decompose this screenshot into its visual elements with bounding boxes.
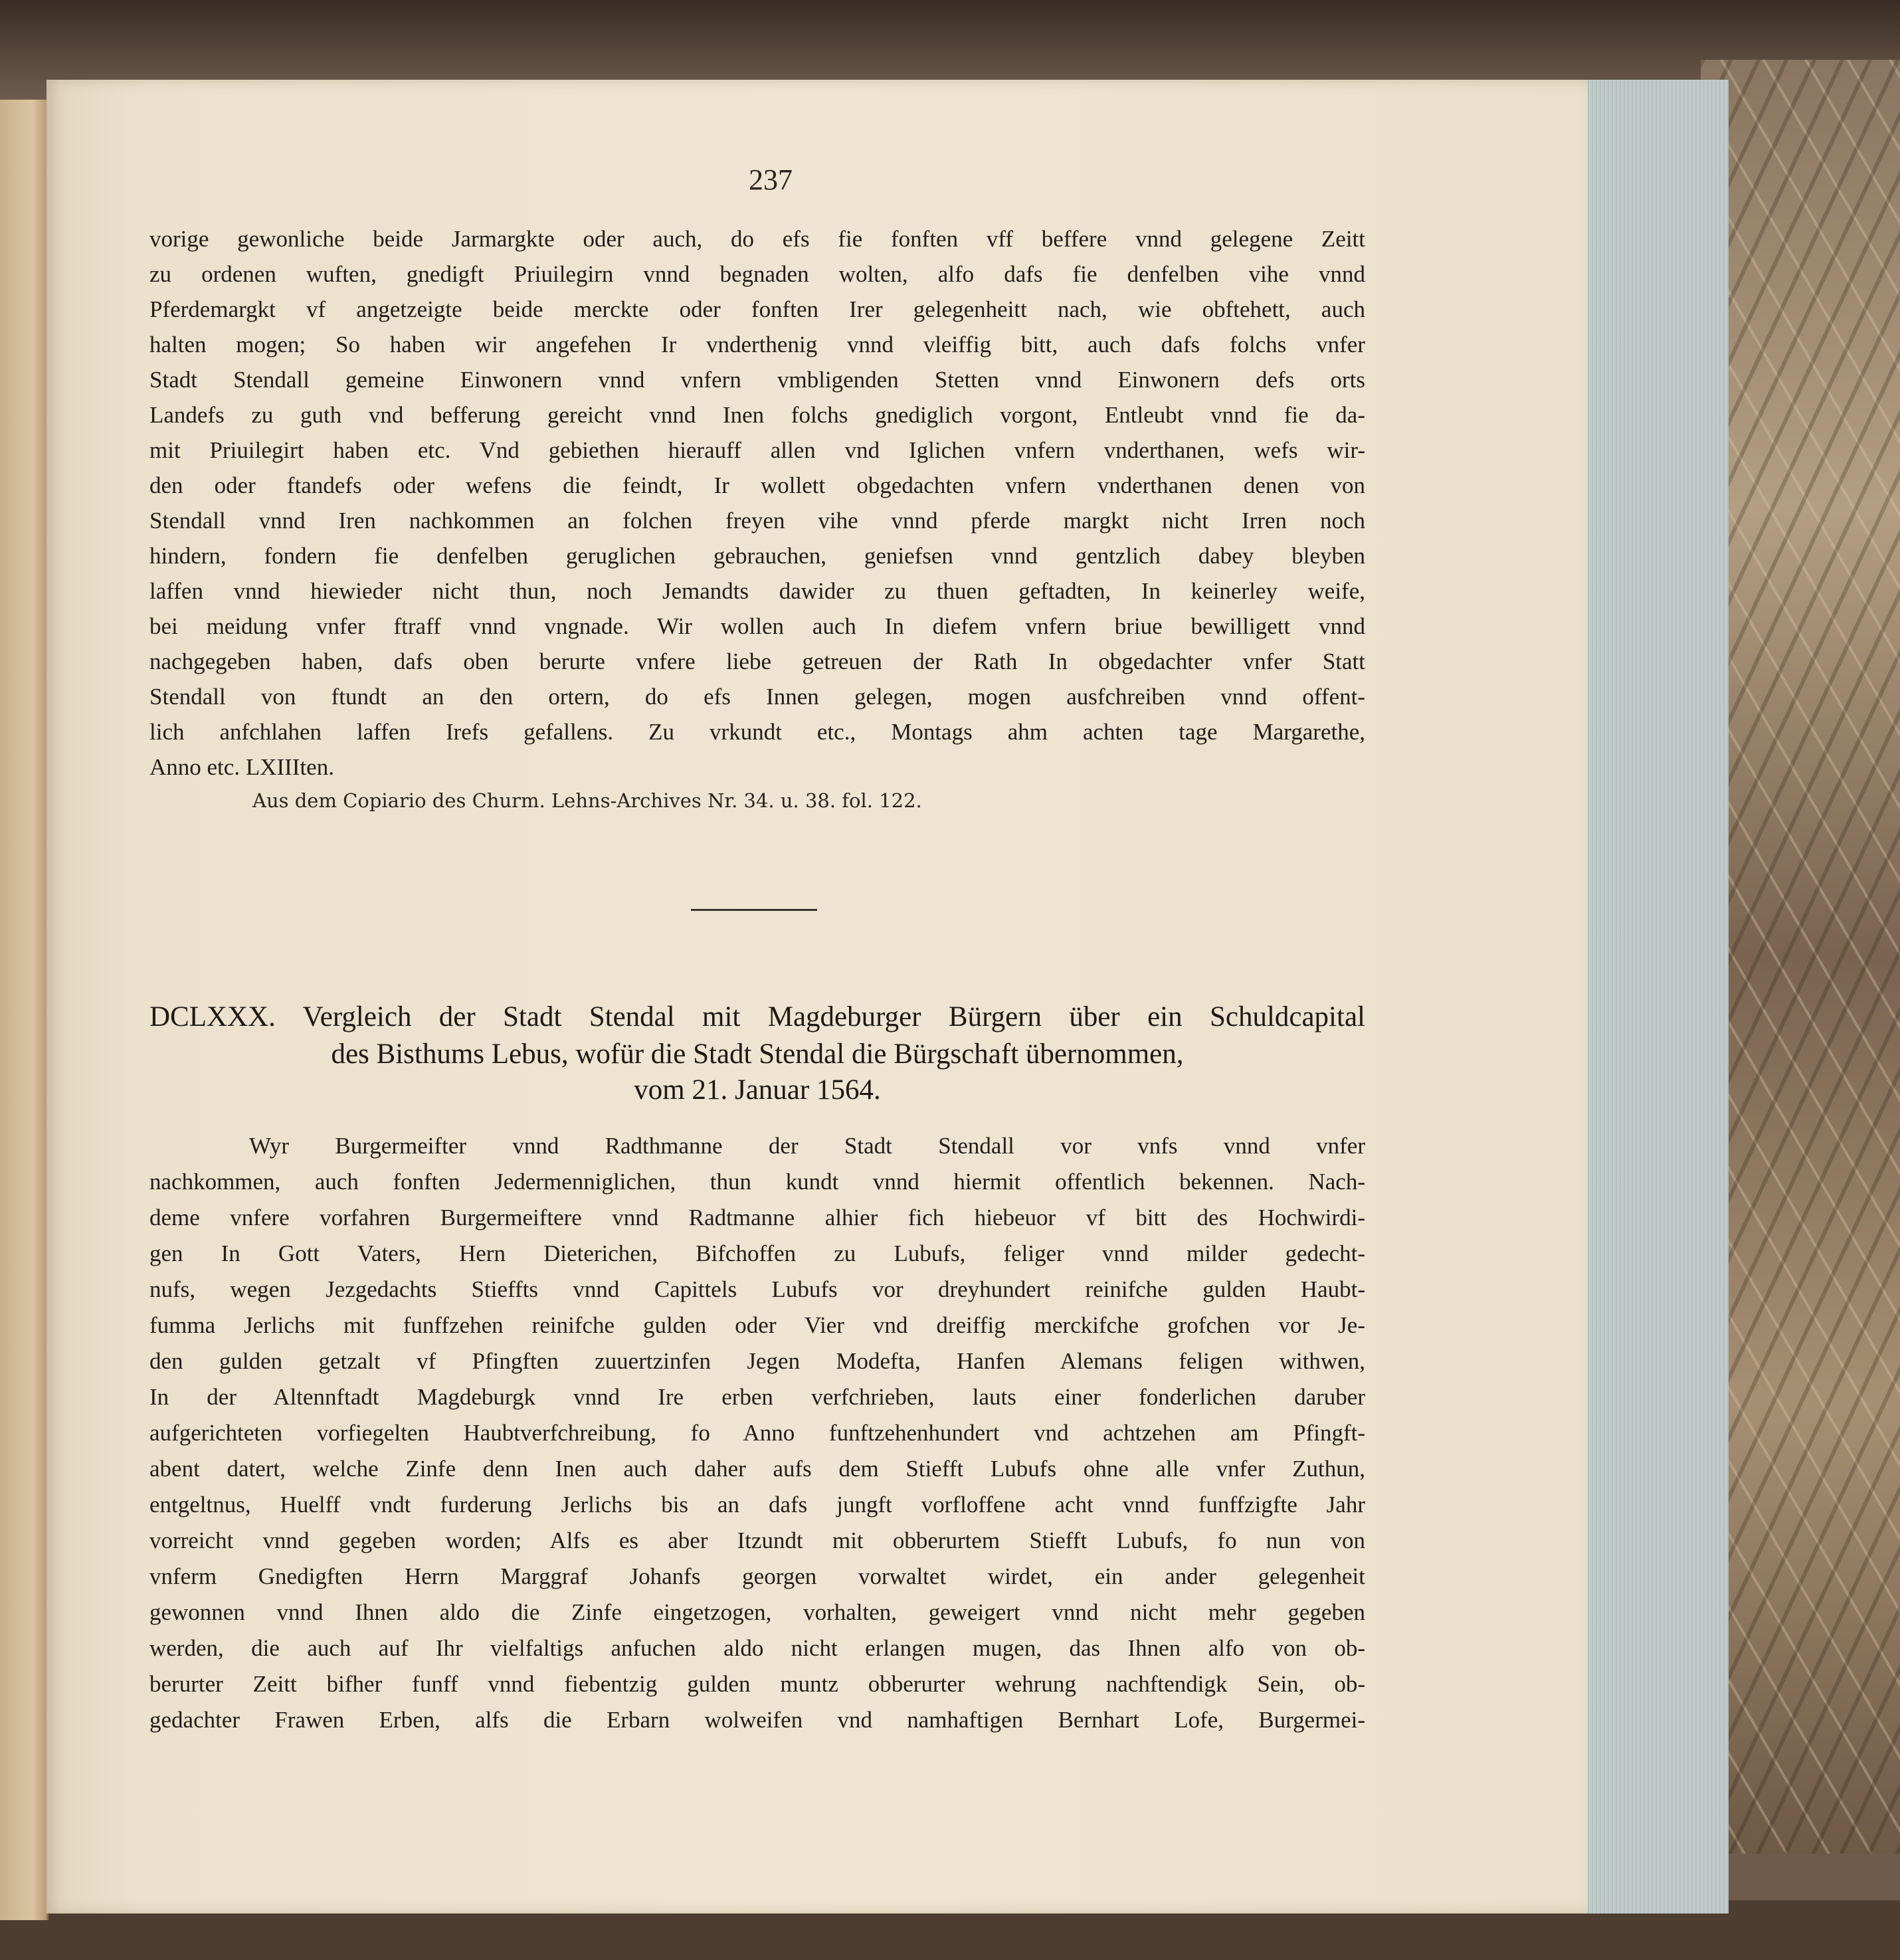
text-line: Pferdemargkt vf angetzeigte beide merckte oder fonften Irer gelegenheitt nach, wie obftehett, auch (149, 296, 1365, 322)
text-line: laffen vnnd hiewieder nicht thun, noch Jemandts dawider zu thuen geftadten, In keinerley weife, (149, 578, 1365, 604)
text-line: nachkommen, auch fonften Jedermenniglichen, thun kundt vnnd hiermit offentlich bekennen. Nach- (149, 1169, 1365, 1195)
text-line: nachgegeben haben, dafs oben berurte vnfere liebe getreuen der Rath In obgedachter vnfer Statt (149, 648, 1365, 674)
text-line: gewonnen vnnd Ihnen aldo die Zinfe eingetzogen, vorhalten, geweigert vnnd nicht mehr gegeben (149, 1599, 1365, 1625)
document-heading-line-3: vom 21. Januar 1564. (634, 1074, 881, 1106)
document-heading-line-1: DCLXXX. Vergleich der Stadt Stendal mit Magdeburger Bürgern über ein Schuldcapital (149, 1001, 1365, 1032)
text-line: lich anfchlahen laffen Irefs gefallens. Zu vrkundt etc., Montags ahm achten tage Margarethe, (149, 719, 1365, 745)
text-line: nufs, wegen Jezgedachts Stieffts vnnd Capittels Lubufs vor dreyhundert reinifche gulden Haubt- (149, 1276, 1365, 1302)
section-divider (691, 909, 817, 911)
text-line: zu ordenen wuften, gnedigft Priuilegirn vnnd begnaden wolten, alfo dafs fie denfelben vihe vnnd (149, 261, 1365, 287)
text-line: In der Altennftadt Magdeburgk vnnd Ire erben verfchrieben, lauts einer fonderlichen daruber (149, 1384, 1365, 1410)
text-line: Landefs zu guth vnd befferung gereicht vnnd Inen folchs gnediglich vorgont, Entleubt vnnd fie da- (149, 402, 1365, 428)
text-line: vorige gewonliche beide Jarmargkte oder auch, do efs fie fonften vff beffere vnnd gelegene Zeitt (149, 226, 1365, 252)
text-line: Anno etc. LXIIIten. (149, 754, 334, 780)
marbled-cover-edge (1701, 60, 1900, 1854)
text-line: entgeltnus, Huelff vndt furderung Jerlichs bis an dafs jungft vorfloffene acht vnnd funffzigfte Jahr (149, 1492, 1365, 1518)
document-heading-line-2: des Bisthums Lebus, wofür die Stadt Stendal die Bürgschaft übernommen, (331, 1038, 1184, 1070)
text-line: berurter Zeitt bifher funff vnnd fiebentzig gulden muntz obberurter wehrung nachftendigk Sein, ob- (149, 1671, 1365, 1697)
text-line: Stadt Stendall gemeine Einwonern vnnd vnfern vmbligenden Stetten vnnd Einwonern defs orts (149, 367, 1365, 393)
source-citation: Aus dem Copiario des Churm. Lehns-Archives Nr. 34. u. 38. fol. 122. (252, 789, 922, 812)
text-line: vorreicht vnnd gegeben worden; Alfs es aber Itzundt mit obberurtem Stiefft Lubufs, fo nun von (149, 1527, 1365, 1553)
text-line: Wyr Burgermeifter vnnd Radthmanne der Stadt Stendall vor vnfs vnnd vnfer (249, 1133, 1365, 1159)
text-line: halten mogen; So haben wir angefehen Ir vnderthenig vnnd vleiffig bitt, auch dafs folchs vnfer (149, 332, 1365, 357)
text-line: mit Priuilegirt haben etc. Vnd gebiethen hierauff allen vnd Iglichen vnfern vnderthanen, wefs wir- (149, 437, 1365, 463)
text-line: gen In Gott Vaters, Hern Dieterichen, Bifchoffen zu Lubufs, feliger vnnd milder gedecht- (149, 1240, 1365, 1266)
text-line: vnferm Gnedigften Herrn Marggraf Johanfs georgen vorwaltet wirdet, ein ander gelegenheit (149, 1563, 1365, 1589)
left-page-edge (0, 100, 48, 1920)
text-line: hindern, fondern fie denfelben geruglichen gebrauchen, geniefsen vnnd gentzlich dabey bleyben (149, 543, 1365, 569)
text-line: werden, die auch auf Ihr vielfaltigs anfuchen aldo nicht erlangen mugen, das Ihnen alfo von ob- (149, 1635, 1365, 1661)
text-line: den gulden getzalt vf Pfingften zuuertzinfen Jegen Modefta, Hanfen Alemans feligen withwen, (149, 1348, 1365, 1374)
page-stack-edge (1584, 80, 1729, 1913)
page-number: 237 (749, 163, 793, 196)
text-line: deme vnfere vorfahren Burgermeiftere vnnd Radtmanne alhier fich hiebeuor vf bitt des Hochwirdi- (149, 1205, 1365, 1230)
text-line: den oder ftandefs oder wefens die feindt, Ir wollett obgedachten vnfern vnderthanen denen von (149, 472, 1365, 498)
text-line: fumma Jerlichs mit funffzehen reinifche gulden oder Vier vnd dreiffig merckifche grofchen vor Je- (149, 1312, 1365, 1338)
text-line: gedachter Frawen Erben, alfs die Erbarn wolweifen vnd namhaftigen Bernhart Lofe, Burgermei- (149, 1707, 1365, 1733)
text-line: Stendall vnnd Iren nachkommen an folchen freyen vihe vnnd pferde margkt nicht Irren noch (149, 508, 1365, 534)
text-line: Stendall von ftundt an den ortern, do efs Innen gelegen, mogen ausfchreiben vnnd offent- (149, 684, 1365, 710)
text-line: aufgerichteten vorfiegelten Haubtverfchreibung, fo Anno funftzehenhundert vnd achtzehen am Pfingft- (149, 1420, 1365, 1446)
text-line: abent datert, welche Zinfe denn Inen auch daher aufs dem Stiefft Lubufs ohne alle vnfer Zuthun, (149, 1456, 1365, 1482)
text-line: bei meidung vnfer ftraff vnnd vngnade. Wir wollen auch In diefem vnfern briue bewilligett vnnd (149, 613, 1365, 639)
